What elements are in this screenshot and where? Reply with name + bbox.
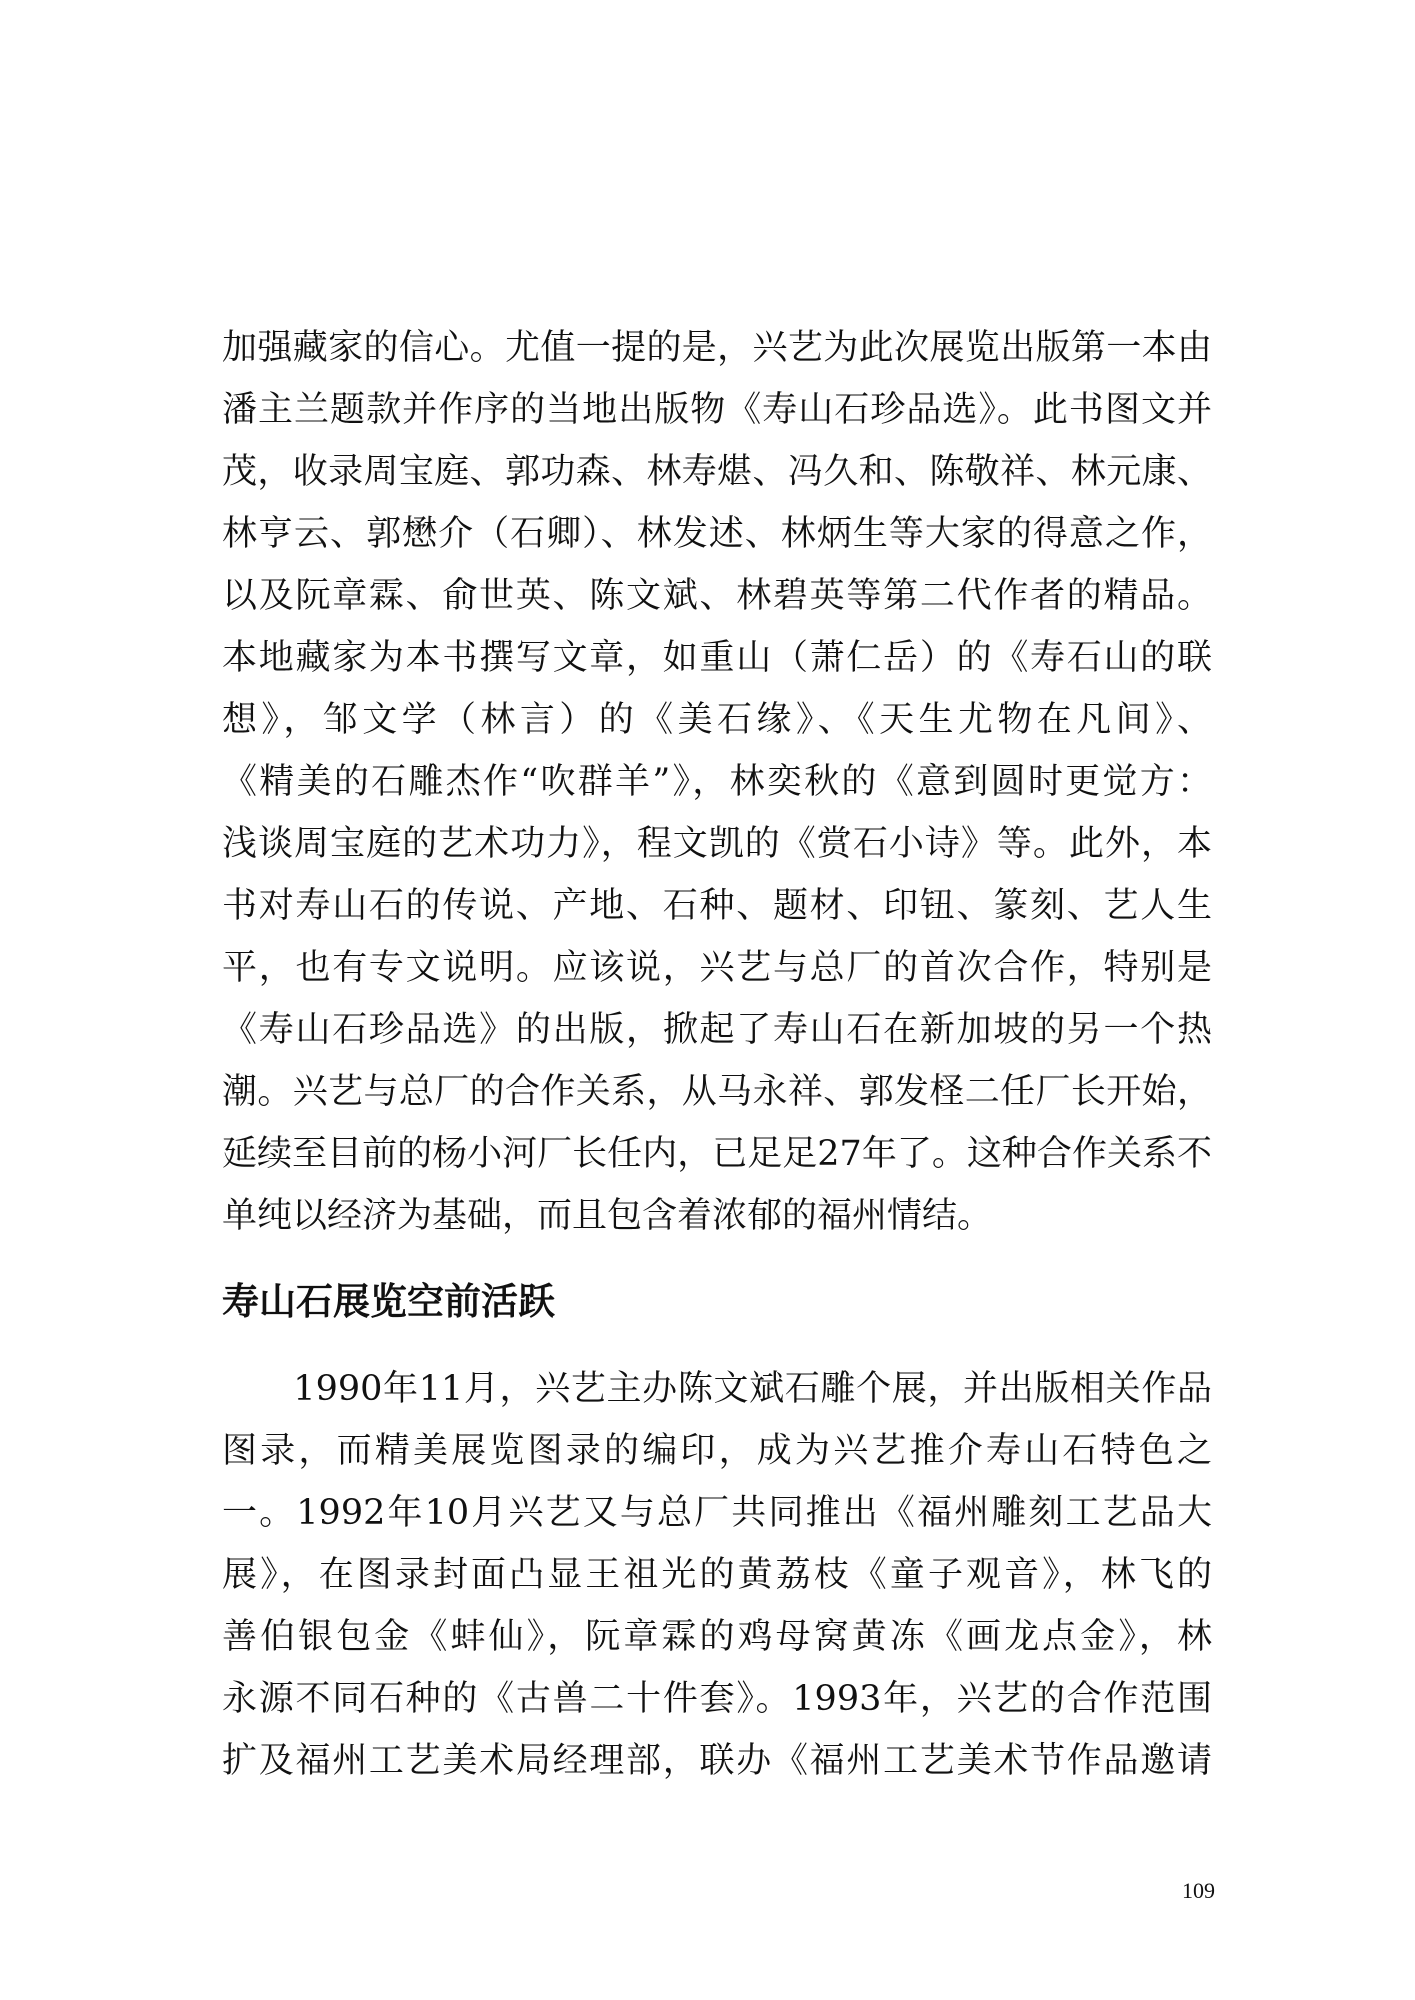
paragraph-2 <box>222 1358 1212 1792</box>
paragraph-line: 想》，邹文学（林言）的《美石缘》、《天生尤物在凡间》、 <box>222 700 1212 740</box>
paragraph-line: 潘主兰题款并作序的当地出版物《寿山石珍品选》。此书图文并 <box>222 390 1212 430</box>
paragraph-line: 展》，在图录封面凸显王祖光的黄荔枝《童子观音》，林飞的 <box>222 1555 1212 1595</box>
paragraph-line: 浅谈周宝庭的艺术功力》，程文凯的《赏石小诗》等。此外，本 <box>222 824 1212 864</box>
paragraph-line: 《寿山石珍品选》的出版，掀起了寿山石在新加坡的另一个热 <box>222 1010 1212 1050</box>
paragraph-line: 以及阮章霖、俞世英、陈文斌、林碧英等第二代作者的精品。 <box>222 576 1212 616</box>
section-heading: 寿山石展览空前活跃 <box>222 1280 555 1323</box>
paragraph-line: 林亨云、郭懋介（石卿）、林发述、林炳生等大家的得意之作， <box>222 514 1212 554</box>
paragraph-1 <box>222 317 1212 1247</box>
paragraph-line: 茂，收录周宝庭、郭功森、林寿煁、冯久和、陈敬祥、林元康、 <box>222 452 1212 492</box>
page-number: 109 <box>1182 1878 1215 1903</box>
paragraph-line: 潮。兴艺与总厂的合作关系，从马永祥、郭发柽二任厂长开始， <box>222 1072 1212 1112</box>
paragraph-line: 图录，而精美展览图录的编印，成为兴艺推介寿山石特色之 <box>222 1431 1212 1471</box>
paragraph-line: 《精美的石雕杰作“吹群羊”》，林奕秋的《意到圆时更觉方： <box>222 762 1212 802</box>
paragraph-line: 善伯银包金《蚌仙》，阮章霖的鸡母窝黄冻《画龙点金》，林 <box>222 1617 1212 1657</box>
paragraph-line: 永源不同石种的《古兽二十件套》。1993年，兴艺的合作范围 <box>222 1679 1212 1719</box>
paragraph-line: 加强藏家的信心。尤值一提的是，兴艺为此次展览出版第一本由 <box>222 328 1212 368</box>
paragraph-line: 书对寿山石的传说、产地、石种、题材、印钮、篆刻、艺人生 <box>222 886 1212 926</box>
paragraph-line: 本地藏家为本书撰写文章，如重山（萧仁岳）的《寿石山的联 <box>222 638 1212 678</box>
paragraph-line: 平，也有专文说明。应该说，兴艺与总厂的首次合作，特别是 <box>222 948 1212 988</box>
paragraph-line: 1990年11月，兴艺主办陈文斌石雕个展，并出版相关作品 <box>222 1369 1212 1409</box>
paragraph-line: 延续至目前的杨小河厂长任内，已足足27年了。这种合作关系不 <box>222 1134 1212 1174</box>
paragraph-line: 扩及福州工艺美术局经理部，联办《福州工艺美术节作品邀请 <box>222 1741 1212 1781</box>
paragraph-line: 一。1992年10月兴艺又与总厂共同推出《福州雕刻工艺品大 <box>222 1493 1212 1533</box>
paragraph-line: 单纯以经济为基础，而且包含着浓郁的福州情结。 <box>222 1196 993 1236</box>
